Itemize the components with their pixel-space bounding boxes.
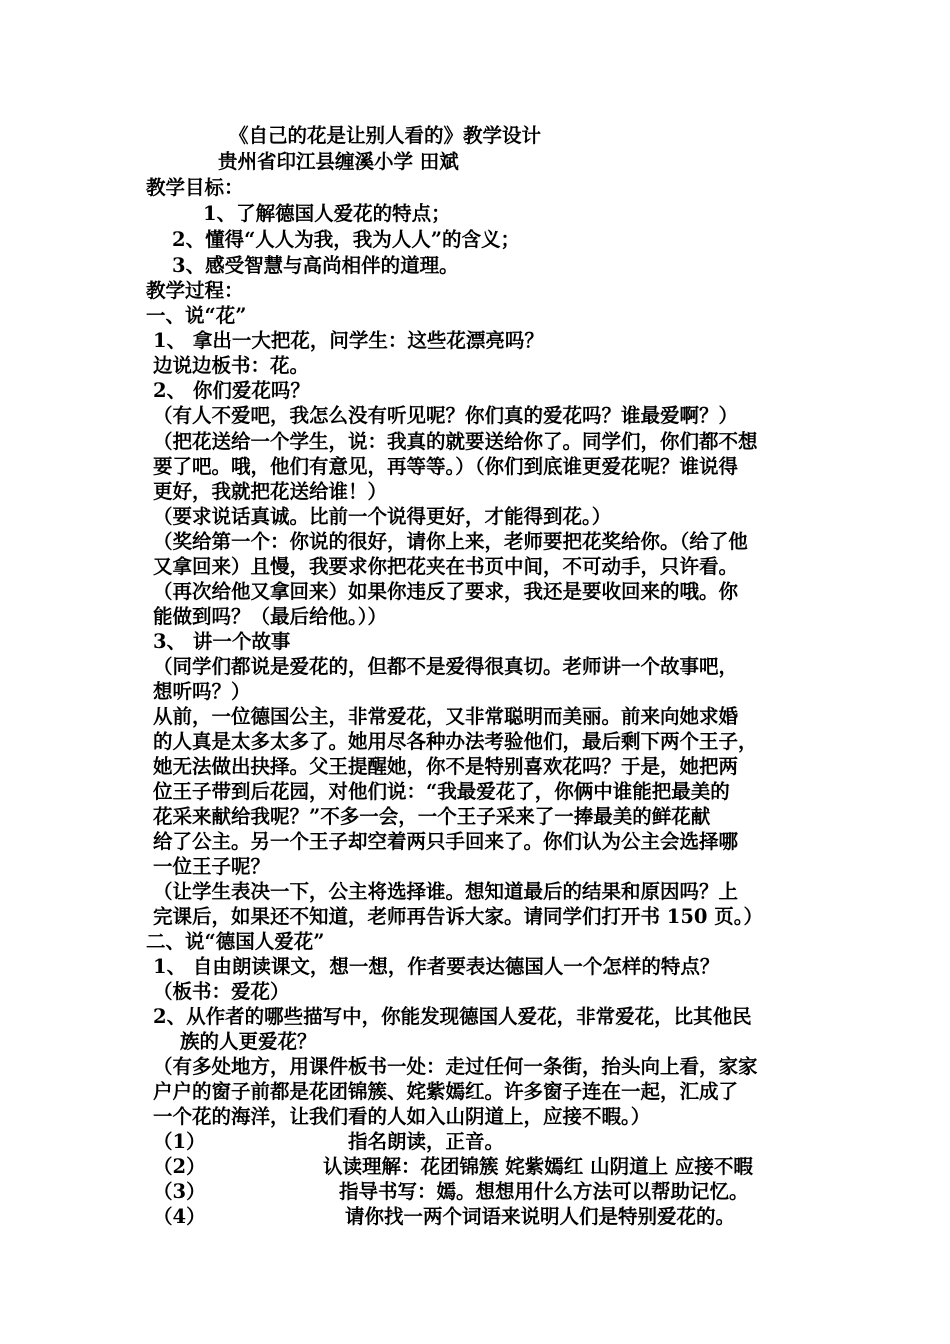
goals-heading: 教学目标： [146,176,244,199]
section-1-line: （再次给他又拿回来）如果你违反了要求，我还是要收回来的哦。你 [153,580,739,603]
story-line: 花采来献给我呢？”不多一会，一个王子采来了一捧最美的鲜花献 [153,805,711,828]
list-item-number: （1） [153,1130,206,1153]
doc-author: 贵州省印江县缠溪小学 田斌 [218,150,459,173]
section-1-line: 能做到吗？（最后给他。）） [153,605,388,628]
section-1-line: 更好，我就把花送给谁！） [153,480,388,503]
section-1-line: 边说边板书：花。 [153,354,310,377]
doc-title: 《自己的花是让别人看的》教学设计 [229,124,542,147]
section-2-line: 2、从作者的哪些描写中，你能发现德国人爱花，非常爱花，比其他民 [153,1005,752,1028]
list-item-text: 指名朗读，正音。 [348,1130,505,1153]
section-1-line: 想听吗？） [153,680,251,703]
section-1-line: 又拿回来）且慢，我要求你把花夹在书页中间，不可动手，只许看。 [153,555,739,578]
goal-item-3: 3、感受智慧与高尚相伴的道理。 [172,254,459,277]
section-1-line: 要了吧。哦，他们有意见，再等等。）（你们到底谁更爱花呢？谁说得 [153,455,739,478]
section-2-line: （有多处地方，用课件板书一处：走过任何一条街，抬头向上看，家家 [153,1055,758,1078]
list-item-text: 请你找一两个词语来说明人们是特别爱花的。 [345,1205,736,1228]
story-line: 给了公主。另一个王子却空着两只手回来了。你们认为公主会选择哪 [153,830,739,853]
section-1-line: 2、 你们爱花吗？ [153,379,310,402]
story-line: 一位王子呢？ [153,855,271,878]
section-1-line: （让学生表决一下，公主将选择谁。想知道最后的结果和原因吗？上 [153,880,739,903]
story-line: 位王子带到后花园，对他们说：“我最爱花了，你俩中谁能把最美的 [153,780,730,803]
story-line: 从前，一位德国公主，非常爱花，又非常聪明而美丽。前来向她求婚 [153,705,739,728]
section-1-line: （奖给第一个：你说的很好，请你上来，老师要把花奖给你。（给了他 [153,530,748,553]
goal-item-2: 2、懂得“人人为我，我为人人”的含义； [172,228,521,251]
section-1-line: 完课后，如果还不知道，老师再告诉大家。请同学们打开书 150 页。） [153,905,764,928]
section-1-line: （同学们都说是爱花的，但都不是爱得很真切。老师讲一个故事吧， [153,655,739,678]
section-2-line: 族的人更爱花？ [180,1030,317,1053]
section-1-line: （把花送给一个学生，说：我真的就要送给你了。同学们，你们都不想 [153,430,758,453]
list-item-text: 认读理解：花团锦簇 姹紫嫣红 山阴道上 应接不暇 [323,1155,753,1178]
section-1-line: （要求说话真诚。比前一个说得更好，才能得到花。） [153,505,612,528]
section-2-heading: 二、说“德国人爱花” [146,930,325,953]
section-2-line: （板书：爱花） [153,980,290,1003]
process-heading: 教学过程： [146,279,244,302]
goal-item-1: 1、了解德国人爱花的特点； [203,202,451,225]
list-item-number: （2） [153,1155,206,1178]
section-2-line: 户户的窗子前都是花团锦簇、姹紫嫣红。许多窗子连在一起，汇成了 [153,1080,739,1103]
section-1-line: 1、 拿出一大把花，问学生：这些花漂亮吗？ [153,329,544,352]
section-2-line: 一个花的海洋，让我们看的人如入山阴道上，应接不暇。） [153,1105,651,1128]
list-item-number: （3） [153,1180,206,1203]
list-item-number: （4） [153,1205,206,1228]
section-1-line: 3、 讲一个故事 [153,630,291,653]
story-line: 她无法做出抉择。父王提醒她，你不是特别喜欢花吗？于是，她把两 [153,755,739,778]
section-2-line: 1、 自由朗读课文，想一想，作者要表达德国人一个怎样的特点？ [153,955,720,978]
section-1-heading: 一、说“花” [146,304,247,327]
list-item-text: 指导书写：嫣。想想用什么方法可以帮助记忆。 [339,1180,749,1203]
story-line: 的人真是太多太多了。她用尽各种办法考验他们，最后剩下两个王子， [153,730,758,753]
section-1-line: （有人不爱吧，我怎么没有听见呢？你们真的爱花吗？谁最爱啊？） [153,404,739,427]
